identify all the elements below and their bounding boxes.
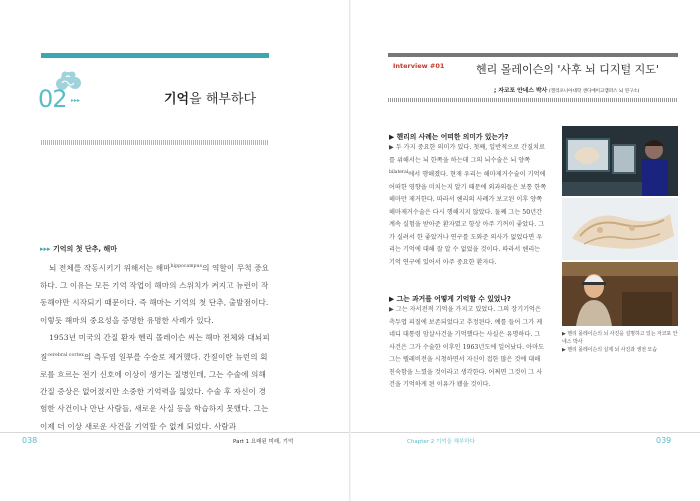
interviewee [494,85,639,94]
q1-arrow-icon: ▶ [389,133,397,141]
page-title-rest: 을 해부하다 [189,92,257,107]
photo-captions [562,330,678,354]
book-spine [349,0,351,501]
top-accent-bar [41,53,269,58]
para2-term: cerebral cortex [47,352,84,358]
answer-1 [389,142,548,269]
q2-text: 그는 과거를 어떻게 기억할 수 있었나? [396,295,511,303]
interview-tag: Interview #01 [393,62,445,70]
caption-2-text: 헨리 몰레이슨의 실제 뇌 사진과 생전 모습 [567,347,657,353]
caption-2 [562,346,678,354]
para1-a: 뇌 전체를 작동시키기 위해서는 해마 [49,263,171,273]
right-footer-label: Chapter 2 기억을 해부하다 [407,439,475,445]
interview-top-rule [388,53,678,57]
section-heading-text: 기억의 첫 단추, 해마 [52,245,118,253]
caption-2-arrow-icon: ▶ [562,347,568,353]
section-heading [40,244,117,254]
photo-henry-molaison-portrait [562,262,678,326]
paragraph-2 [40,329,270,435]
right-page-number: 039 [656,436,672,445]
caption-1 [562,330,678,346]
answer-1-text [389,142,548,269]
a2-text: 그는 자서전적 기억을 가지고 있었다. 그의 장기기억은 측두엽 피질에 보존되었다고 추정된다. 예를 들어 그가 케네디 대통령 암살사건을 기억했다는 사실은 유명하다. 그 사건은 그가 수술한 이후인 1963년도에 일어났다. 아마도 그는 텔레비전을 시청하면서 자신이 접한 많은 것에 대해 친숙함을 느꼈을 것이라고 생각한다. 어쩌면 그것이 그 사건을 기억하게 된 이유가 됐을 것이다. [389,306,545,388]
q1-text: 헨리의 사례는 어떠한 의미가 있는가? [396,133,509,141]
interviewee-affil: (캘리포니아대학 샌디에이고캠퍼스 뇌 연구소) [549,89,640,94]
right-footer-text [407,437,475,445]
caption-1-text: 헨리 몰레이슨의 뇌 사진을 설명하고 있는 자코포 안네스 박사 [562,331,678,345]
para1-b: 의 역할이 무척 중요하다. 그 이유는 모든 기억 작업이 해마의 스위치가 켜지고 뉴런이 작동해야만 시작되기 때문이다. 즉 해마는 기억의 첫 단추, 출발점이다. 이렇듯 해마의 중요성을 증명한 유명한 사례가 있다. [40,263,270,325]
para2-b: 의 측두엽 일부를 수술로 제거했다. 간질이란 뉴런의 회로를 흐르는 전기 신호에 이상이 생기는 질병인데, 그는 수술에 의해 간질 증상은 없어졌지만 소중한 기억력을 잃었다. 수술 후 자신이 경험한 사건이나 만난 사람들, 새로운 사실 등을 학습하지 못했다. 그는 이제 더 이상 새로운 사건을 기억할 수 없게 되었다. 사람과 [40,352,269,431]
interview-dotted-rule [388,98,678,102]
para1-term: hippocampus [170,264,203,269]
a1-a: 두 가지 중요한 의미가 있다. 첫째, 일반적으로 간질치료를 위해서는 뇌 한쪽을 하는데 그의 뇌수술은 뇌 양쪽 [389,144,545,164]
left-footer-text: Part 1 요래된 미래, 기억 [233,439,294,445]
right-footer-rule [351,432,700,433]
title-dotted-rule [41,140,269,145]
photo-brain-slices [562,198,678,260]
a1-arrow-icon: ▶ [389,144,396,151]
page-title [164,92,256,108]
a2-arrow-icon: ▶ [389,306,396,313]
left-page-number: 038 [22,436,38,445]
interviewee-name: ; 자코포 안네스 박사 [494,88,548,94]
para2-a: 1953년 미국의 간질 환자 헨리 몰레이슨 씨는 해마 전체와 대뇌피질 [40,333,270,362]
interview-title: 헨리 몰레이슨의 '사후 뇌 디지털 지도' [476,63,659,76]
left-footer-rule [0,432,349,433]
a1-b: 에서 행해졌다. 현재 우리는 해마제거수술이 기억에 어떠한 영향을 미치는지 알기 때문에 외과의들은 보통 한쪽 해마만 제거한다. 따라서 헨리의 사례가 보고된 이후 양쪽 해마제거수술은 다시 행해지지 않았다. 둘째 그는 50년간 계속 실험을 받아준 환자였고 항상 아주 기꺼이 좋았다. 그가 실려서 한 좋았거나 연구를 도와준 의사가 없었다면 우리는 기억에 대해 잘 알 수 없었을 것이다. 따라서 헨리는 기억 연구에 있어서 아주 중요한 환자다. [389,171,547,266]
answer-2-text [389,304,548,392]
q2-arrow-icon: ▶ [389,295,397,303]
body-text [40,258,270,435]
section-arrow-icon: ▸▸▸ [40,245,53,253]
question-2 [389,293,511,303]
answer-2 [389,304,548,392]
paragraph-1 [40,258,270,329]
question-1 [389,131,509,141]
a1-term: bilateral [389,170,409,175]
chapter-arrow-icon: ▸▸▸ [71,97,81,104]
photo-doctor-with-brain-scan [562,126,678,196]
page-title-bold: 기억 [164,92,190,107]
caption-1-arrow-icon: ▶ [562,331,568,337]
chapter-number: 02 [38,85,67,113]
